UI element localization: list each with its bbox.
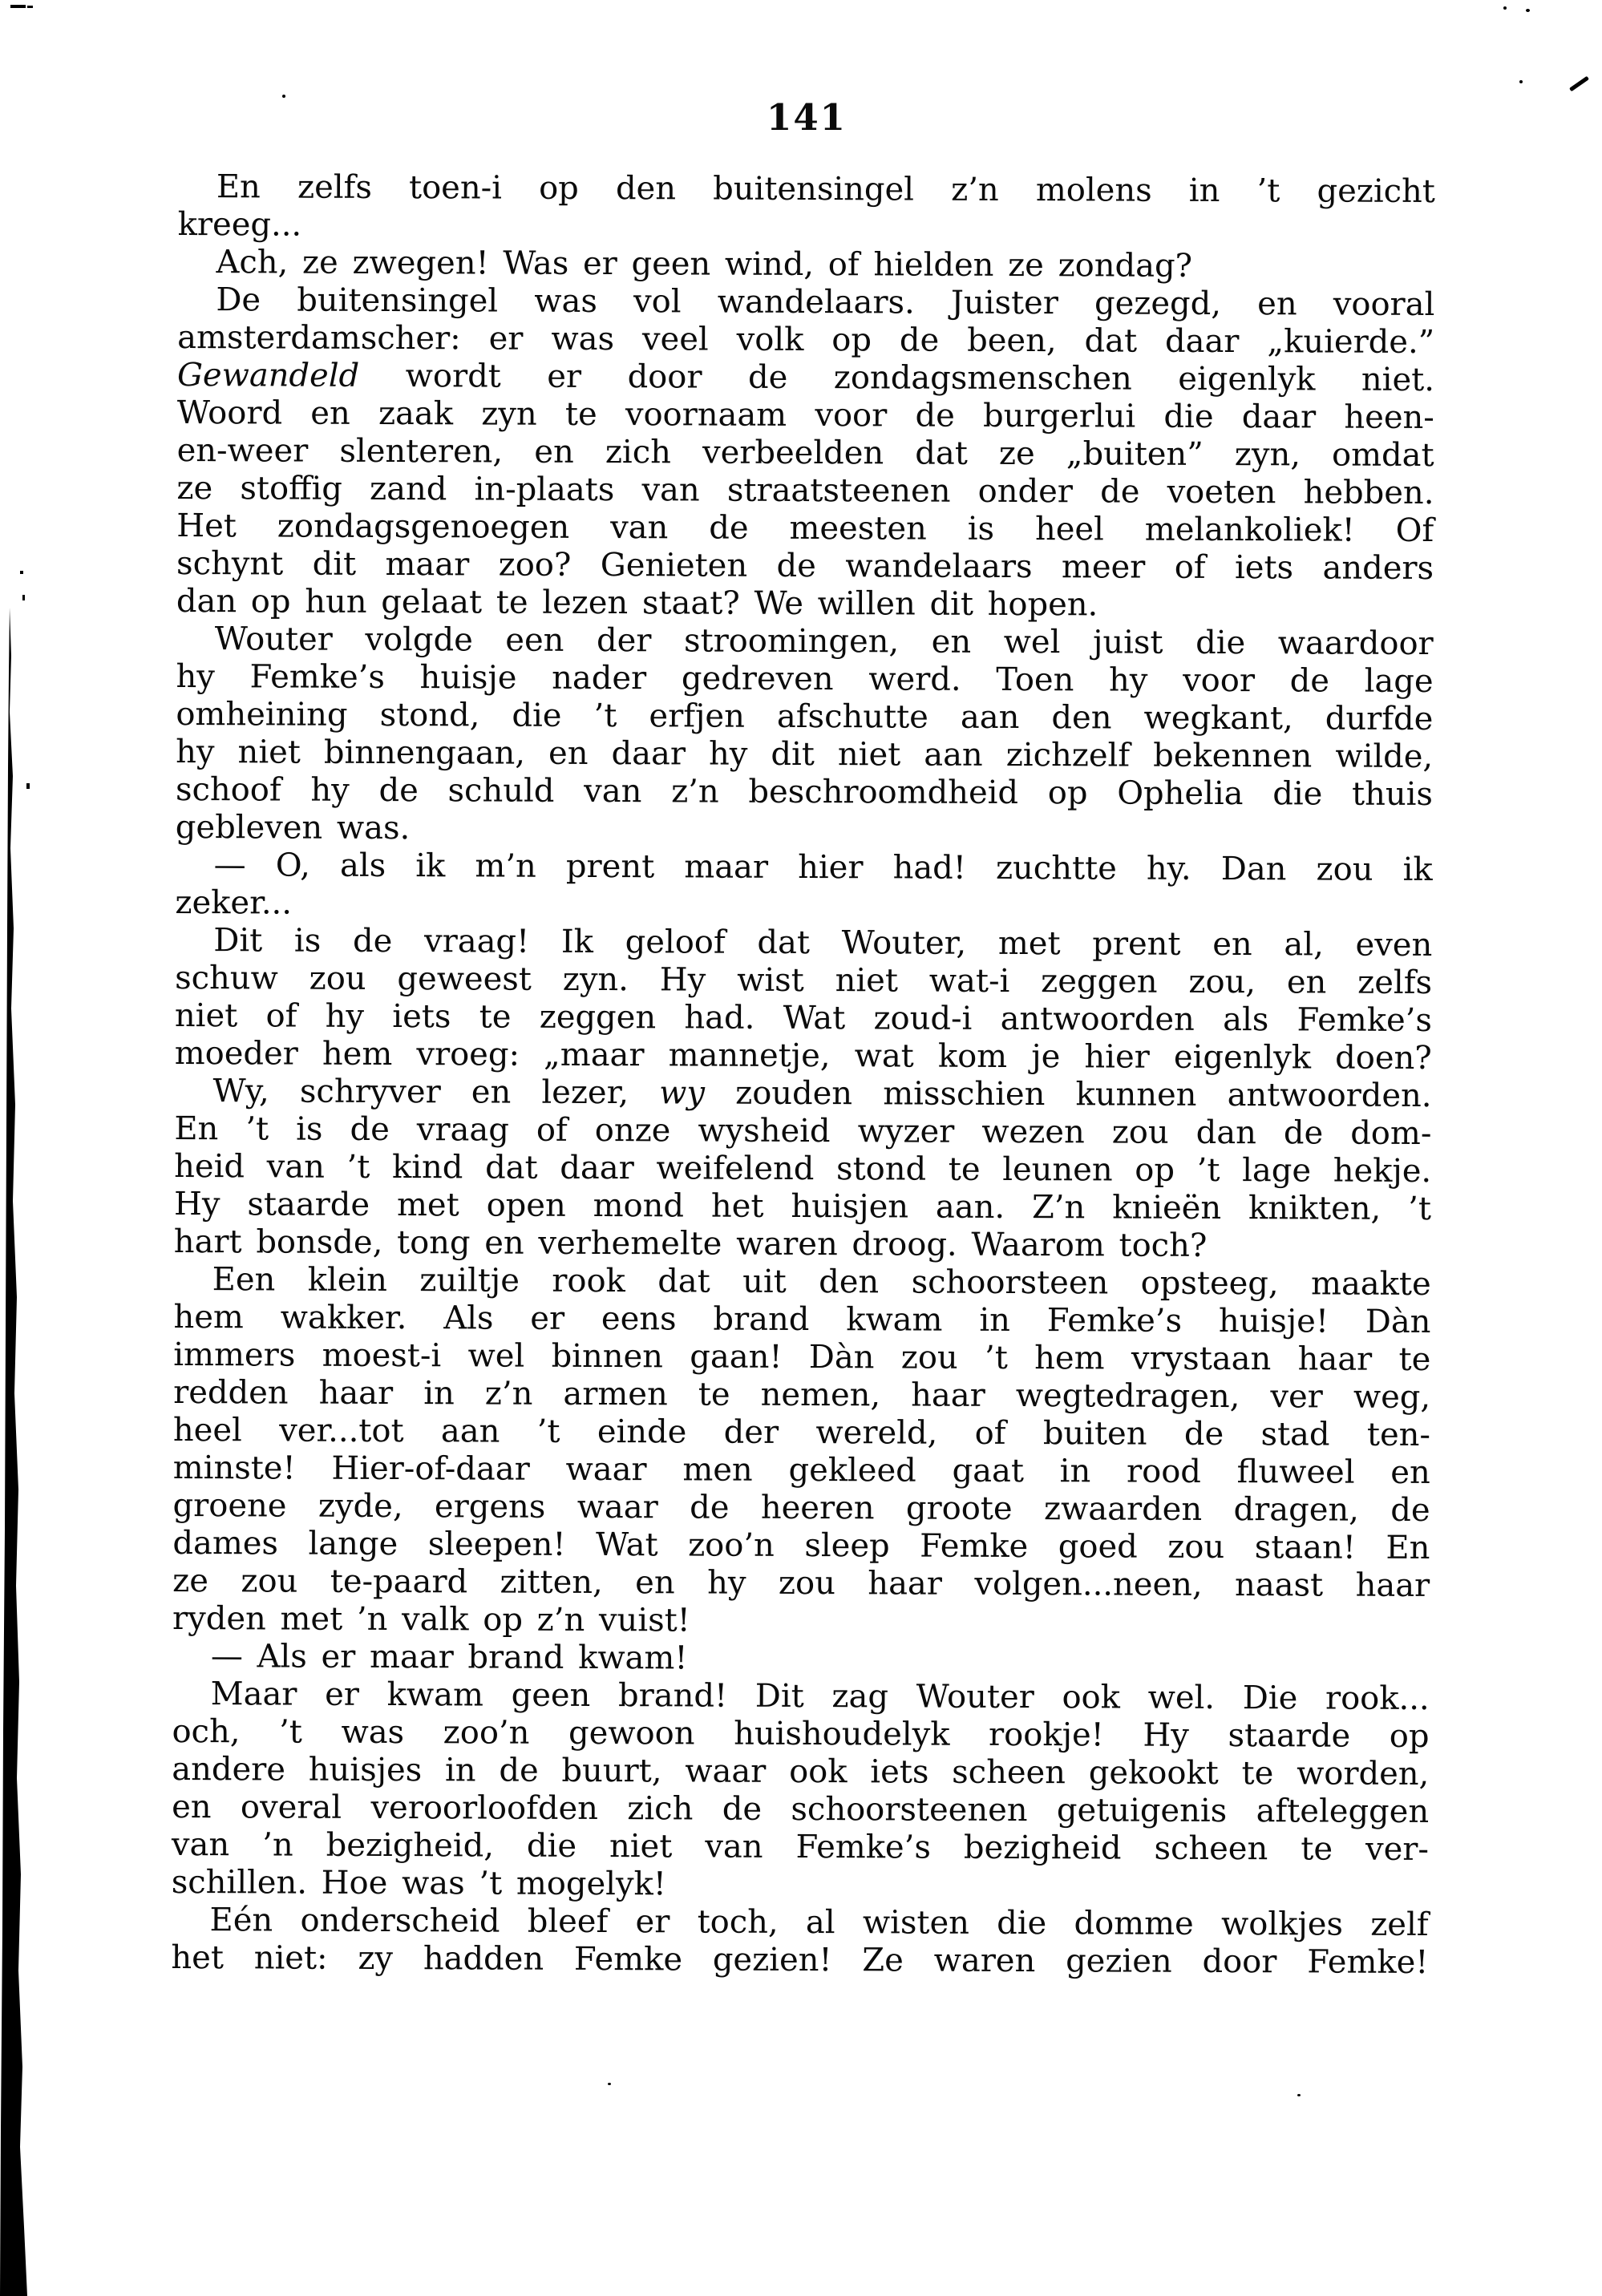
text-line: hem wakker. Als er eens brand kwam in Femke’s huisje! Dàn	[173, 1298, 1431, 1341]
text-line: ze stoffig zand in-plaats van straatsteenen onder de voeten hebben.	[176, 469, 1434, 512]
text-line: Eén onderscheid bleef er toch, al wisten die domme wolkjes zelf	[209, 1902, 1429, 1944]
text-line: Een klein zuiltje rook dat uit den schoorsteen opsteeg, maakte	[212, 1261, 1431, 1304]
text-line: Het zondagsgenoegen van de meesten is heel melankoliek! Of	[176, 507, 1434, 550]
text-line: Dit is de vraag! Ik geloof dat Wouter, met prent en al, even	[213, 922, 1433, 964]
text-line: het niet: zy hadden Femke gezien! Ze waren gezien door Femke!	[171, 1938, 1429, 1982]
text-line: ryden met ’n valk op z’n vuist!	[172, 1599, 690, 1639]
text-line: hy niet binnengaan, en daar hy dit niet aan zichzelf bekennen wilde,	[176, 733, 1434, 776]
scan-speck	[282, 95, 285, 98]
text-line: zeker...	[175, 883, 293, 922]
text-line: heid van ’t kind dat daar weifelend stond te leunen op ’t lage hekje.	[174, 1147, 1432, 1190]
text-line: immers moest-i wel binnen gaan! Dàn zou ’t hem vrystaan haar te	[173, 1336, 1431, 1379]
text-line: En ’t is de vraag of onze wysheid wyzer wezen zou dan de dom-	[174, 1110, 1432, 1153]
text-line: Ach, ze zwegen! Was er geen wind, of hielden ze zondag?	[216, 244, 1193, 285]
text-line: De buitensingel was vol wandelaars. Juister gezegd, en vooral	[216, 281, 1435, 324]
text-line: hy Femke’s huisje nader gedreven werd. Toen hy voor de lage	[176, 657, 1434, 701]
scan-speck	[1519, 80, 1523, 83]
text-line: amsterdamscher: er was veel volk op de been, dat daar „kuierde.”	[177, 318, 1435, 362]
text-line: omheining stond, die ’t erfjen afschutte aan den wegkant, durfde	[176, 695, 1434, 738]
text-line: hart bonsde, tong en verhemelte waren droog. Waarom toch?	[173, 1223, 1208, 1264]
corner-slash-artifact	[1569, 76, 1589, 92]
text-line: heel ver...tot aan ’t einde der wereld, of buiten de stad ten-	[172, 1411, 1431, 1454]
text-line: gebleven was.	[175, 808, 411, 847]
page-number: 141	[767, 96, 847, 139]
text-line: dames lange sleepen! Wat zoo’n sleep Femke goed zou staan! En	[172, 1524, 1430, 1567]
scan-speck	[22, 595, 25, 600]
text-line: Gewandeld wordt er door de zondagsmenschen eigenlyk niet.	[176, 356, 1435, 399]
text-line: Wouter volgde een der stroomingen, en wel juist die waardoor	[214, 620, 1434, 663]
text-line: ze zou te-paard zitten, en hy zou haar volgen...neen, naast haar	[172, 1562, 1430, 1605]
scan-speck	[608, 2083, 611, 2085]
text-line: kreeg...	[177, 205, 302, 244]
text-line: niet of hy iets te zeggen had. Wat zoud-i antwoorden als Femke’s	[174, 996, 1433, 1040]
text-line: moeder hem vroeg: „maar mannetje, wat kom je hier eigenlyk doen?	[174, 1034, 1432, 1077]
text-line: van ’n bezigheid, die niet van Femke’s bezigheid scheen te ver-	[171, 1825, 1430, 1869]
scan-speck	[27, 6, 33, 8]
text-line: en overal veroorloofden zich de schoorsteenen getuigenis afteleggen	[172, 1788, 1430, 1831]
text-line: — Als er maar brand kwam!	[210, 1638, 688, 1677]
text-line: Maar er kwam geen brand! Dit zag Wouter ook wel. Die rook...	[210, 1676, 1430, 1718]
text-line: Hy staarde met open mond het huisjen aan. Z’n knieën knikten, ’t	[173, 1185, 1432, 1228]
binding-shadow-artifact	[0, 608, 32, 2296]
text-line: Woord en zaak zyn te voornaam voor de burgerlui die daar heen-	[176, 394, 1434, 437]
text-line: redden haar in z’n armen te nemen, haar wegtedragen, ver weg,	[173, 1373, 1431, 1417]
scan-speck	[1297, 2094, 1301, 2096]
text-line: schillen. Hoe was ’t mogelyk!	[171, 1863, 666, 1903]
text-line: schuw zou geweest zyn. Hy wist niet wat-i zeggen zou, en zelfs	[175, 959, 1433, 1002]
scan-speck	[10, 5, 26, 8]
text-line: andere huisjes in de buurt, waar ook iets scheen gekookt te worden,	[172, 1750, 1430, 1793]
scan-speck	[1526, 9, 1530, 12]
text-block	[171, 168, 1435, 1982]
text-line: dan op hun gelaat te lezen staat? We willen dit hopen.	[176, 582, 1098, 624]
text-line: groene zyde, ergens waar de heeren groote zwaarden dragen, de	[172, 1486, 1430, 1530]
text-line: minste! Hier-of-daar waar men gekleed gaat in rood fluweel en	[172, 1449, 1430, 1492]
scan-speck	[20, 571, 23, 574]
text-line: — O, als ik m’n prent maar hier had! zuchtte hy. Dan zou ik	[213, 847, 1433, 889]
scan-speck	[26, 783, 30, 789]
text-line: Wy, schryver en lezer, wy zouden misschien kunnen antwoorden.	[212, 1073, 1432, 1115]
text-line: En zelfs toen-i op den buitensingel z’n molens in ’t gezicht	[216, 168, 1435, 211]
text-line: schoof hy de schuld van z’n beschroomdheid op Ophelia die thuis	[175, 770, 1434, 814]
text-line: schynt dit maar zoo? Genieten de wandelaars meer of iets anders	[176, 544, 1434, 588]
text-line: en-weer slenteren, en zich verbeelden dat ze „buiten” zyn, omdat	[176, 431, 1434, 475]
scan-speck	[1503, 6, 1507, 10]
text-line: och, ’t was zoo’n gewoon huishoudelyk rookje! Hy staarde op	[172, 1712, 1430, 1756]
